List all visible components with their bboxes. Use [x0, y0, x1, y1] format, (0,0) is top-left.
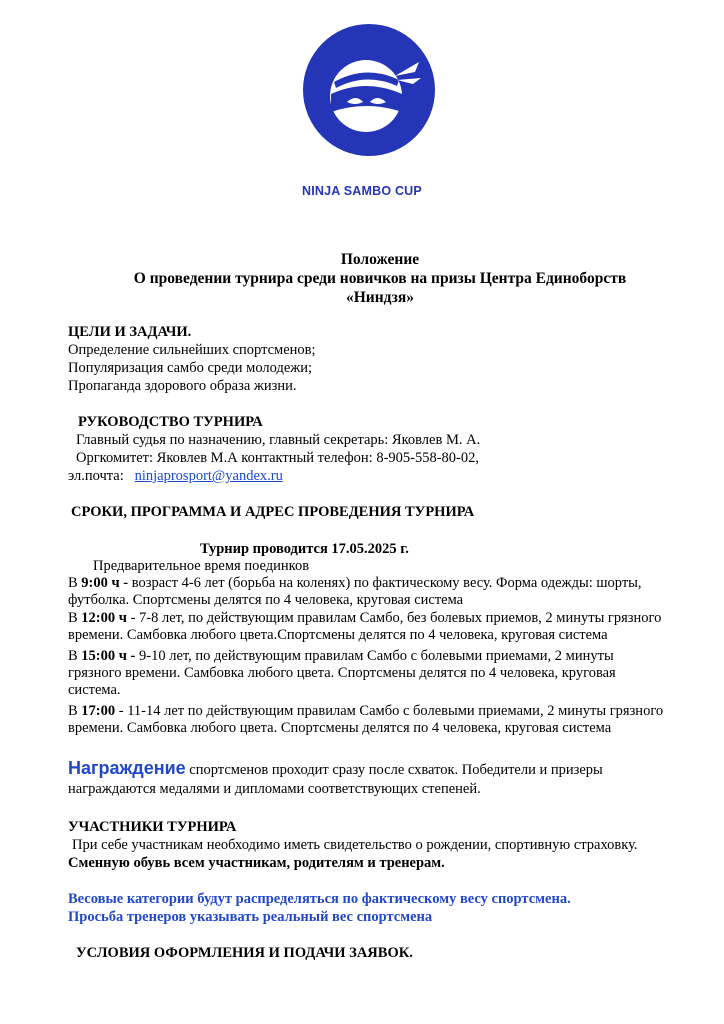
ninja-logo: [303, 24, 435, 156]
document-title: [60, 250, 700, 307]
email-link[interactable]: ninjaprosport@yandex.ru: [134, 468, 283, 484]
leadership-heading: РУКОВОДСТВО ТУРНИРА: [78, 414, 263, 430]
ninja-logo-icon: [303, 24, 435, 156]
weights-line-2: Просьба тренеров указывать реальный вес спортсмена: [68, 909, 433, 925]
goal-item-3: Пропаганда здорового образа жизни.: [68, 378, 297, 394]
session-3-time: 15:00 ч -: [81, 648, 136, 664]
session-2-time: 12:00 ч: [81, 610, 127, 626]
session-1-time: 9:00 ч -: [81, 575, 129, 591]
participants-line-2: Сменную обувь всем участникам, родителям и тренерам.: [68, 855, 445, 871]
leadership-judge: Главный судья по назначению, главный секретарь: Яковлев М. А.: [76, 432, 481, 448]
leadership-email-row: [68, 467, 283, 485]
participants-line-1: При себе участникам необходимо иметь свидетельство о рождении, спортивную страховку.: [72, 837, 638, 853]
title-line-1: Положение: [340, 251, 420, 268]
leadership-org: Оргкомитет: Яковлев М.А контактный телефон: 8-905-558-80-02,: [76, 450, 480, 466]
session-4-time: 17:00: [81, 703, 116, 719]
title-line-3: «Ниндзя»: [345, 289, 415, 306]
conditions-heading: УСЛОВИЯ ОФОРМЛЕНИЯ И ПОДАЧИ ЗАЯВОК.: [76, 945, 413, 961]
session-1: В 9:00 ч - возраст 4-6 лет (борьба на коленях) по фактическому весу. Форма одежды: шорты, футболка. Спортсмены делятся по 4 человека, круговая система: [68, 575, 642, 608]
title-line-2: О проведении турнира среди новичков на призы Центра Единоборств: [133, 270, 627, 287]
email-label: эл.почта:: [68, 468, 124, 484]
goal-item-1: Определение сильнейших спортсменов;: [68, 342, 316, 358]
session-4: В 17:00 - 11-14 лет по действующим правилам Самбо с болевыми приемами, 2 минуты грязного времени. Самбовка любого цвета. Спортсмены делятся по 4 человека, круговая система: [68, 703, 664, 736]
session-3: В 15:00 ч - 9-10 лет, по действующим правилам Самбо с болевыми приемами, 2 минуты грязного времени. Самбовка любого цвета. Спортсмены делятся по 4 человека, круговая система.: [68, 648, 616, 698]
schedule-heading: СРОКИ, ПРОГРАММА И АДРЕС ПРОВЕДЕНИЯ ТУРНИРА: [71, 504, 475, 520]
goal-item-2: Популяризация самбо среди молодежи;: [68, 360, 313, 376]
award-paragraph: Награждение спортсменов проходит сразу после схваток. Победители и призеры награждаются медалями и дипломами соответствующих степеней.: [68, 758, 603, 797]
award-heading: Награждение: [68, 758, 186, 778]
goals-heading: ЦЕЛИ И ЗАДАЧИ.: [68, 324, 192, 340]
participants-heading: УЧАСТНИКИ ТУРНИРА: [68, 819, 237, 835]
weights-line-1: Весовые категории будут распределяться по фактическому весу спортсмена.: [68, 891, 571, 907]
prelim-time-label: Предварительное время поединков: [93, 558, 310, 574]
tournament-date: Турнир проводится 17.05.2025 г.: [200, 541, 409, 557]
session-2: В 12:00 ч - 7-8 лет, по действующим правилам Самбо, без болевых приемов, 2 минуты грязного времени. Самбовка любого цвета.Спортсмены делятся по 4 человека, круговая система: [68, 610, 662, 643]
brand-name: NINJA SAMBO CUP: [302, 184, 422, 198]
